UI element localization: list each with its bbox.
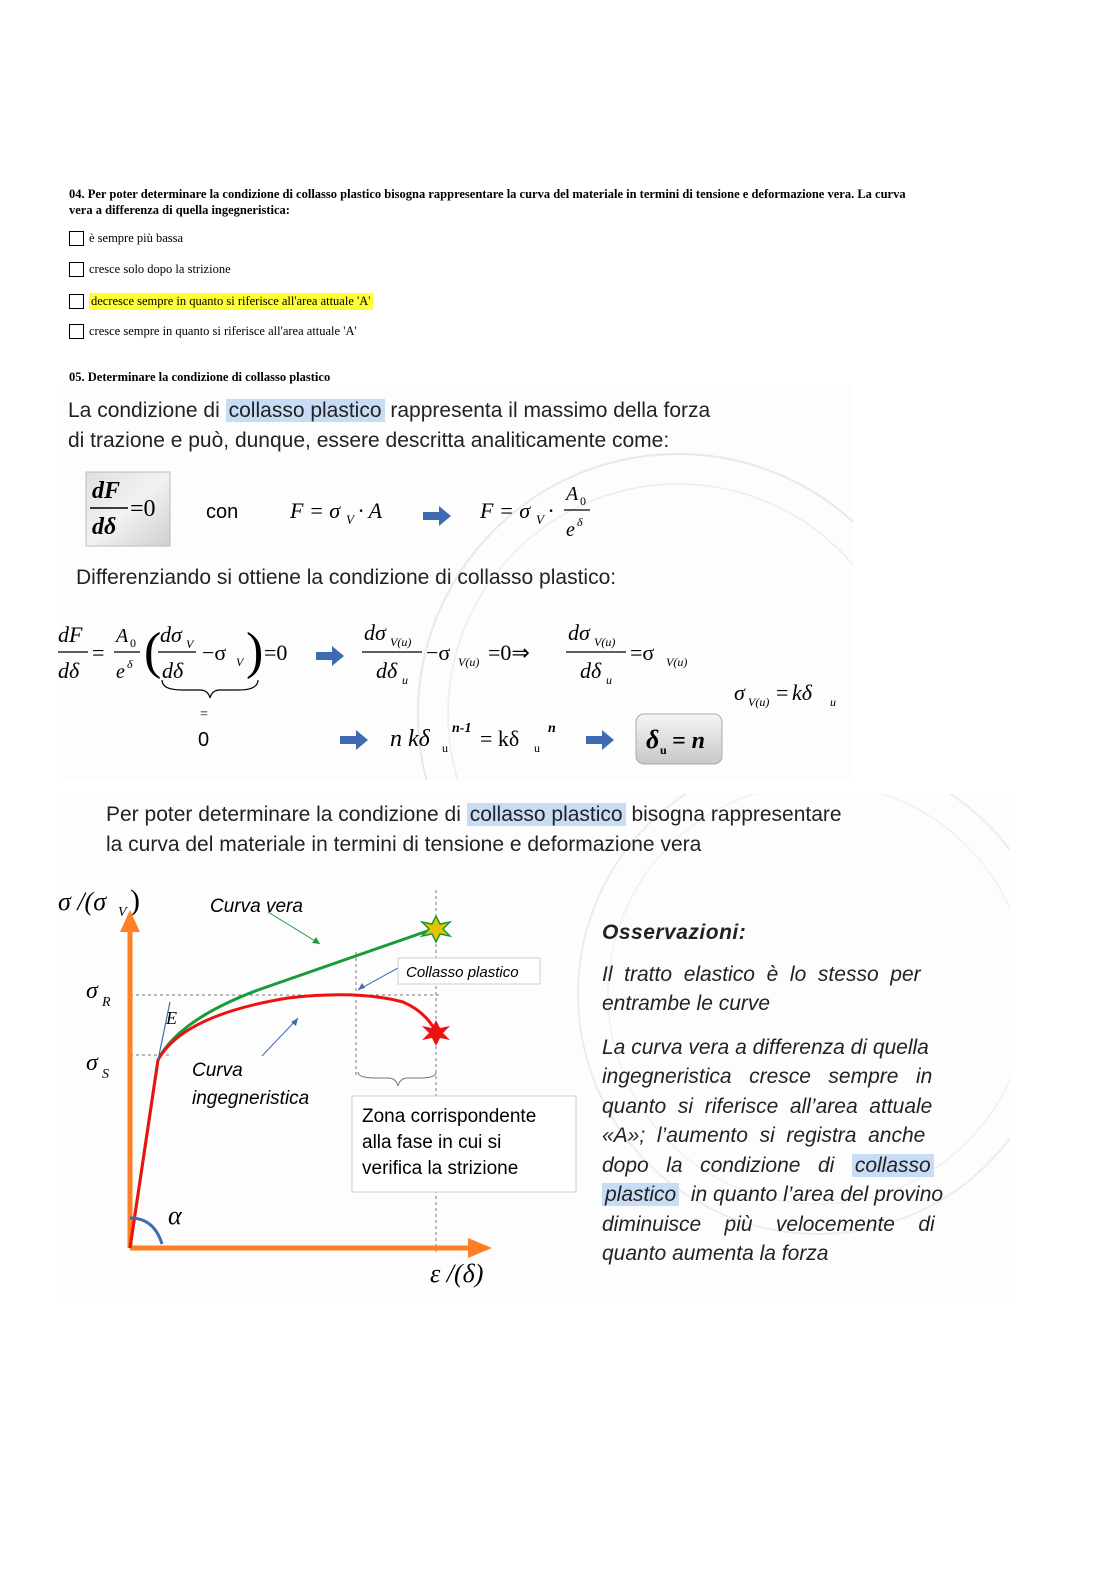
checkbox[interactable] [69,262,84,277]
zona-line-1: Zona corrispondente [362,1106,537,1127]
option-label: è sempre più bassa [89,231,184,245]
svg-text:·: · [548,498,554,523]
q04-option-1[interactable] [69,231,183,246]
label-curva-ing-2: ingegneristica [192,1088,310,1109]
svg-text:S: S [102,1067,109,1082]
svg-text:=0⇒: =0⇒ [488,640,530,665]
svg-text:V(u): V(u) [390,635,412,649]
svg-text:e: e [566,519,575,541]
sigma-r-label: σ [86,978,98,1004]
highlight-collasso: collasso [852,1154,934,1177]
svg-text:dF: dF [58,622,83,647]
q04-title [69,186,1029,218]
obs-p2-line3: quanto si riferisce all’area attuale [602,1094,933,1118]
q04-title-line2: vera a differenza di quella ingegneristica: [69,203,290,217]
svg-text:V: V [236,655,244,669]
formula-row-1 [58,470,853,550]
svg-text:V(u): V(u) [748,695,770,709]
svg-text:· A: · A [358,498,383,523]
svg-text:n kδ: n kδ [390,726,430,752]
svg-text:0: 0 [580,494,586,508]
label-alpha: α [168,1201,182,1230]
svg-text:n: n [548,721,556,736]
slide-formula [58,384,853,780]
svg-text:A: A [116,625,129,647]
text: Per poter determinare la condizione di [106,803,467,826]
label-collasso-plastico: Collasso plastico [406,964,519,981]
obs-p2-line2: ingegneristica cresce sempre in [602,1065,933,1088]
svg-text:dδ: dδ [580,658,602,683]
slide2-line1 [106,800,842,830]
svg-text:V: V [186,637,194,651]
svg-text:): ) [246,623,264,680]
svg-text:F = σ: F = σ [480,498,531,523]
svg-text:= kδ: = kδ [480,726,520,751]
checkbox[interactable] [69,324,84,339]
zona-line-3: verifica la strizione [362,1158,519,1179]
label-curva-vera: Curva vera [210,896,303,917]
svg-text:0: 0 [198,729,210,751]
svg-text:n-1: n-1 [452,721,472,736]
q05-title: 05. Determinare la condizione di collasso plastico [69,370,331,384]
text: rappresenta il massimo della forza [384,399,711,422]
observations-title: Osservazioni: [602,921,747,944]
svg-text:V(u): V(u) [458,655,480,669]
obs-p2-line1: La curva vera a differenza di quella [602,1035,929,1059]
option-label: cresce solo dopo la strizione [89,262,231,276]
option-label-highlighted: decresce sempre in quanto si riferisce all'area attuale 'A' [91,294,371,308]
checkbox[interactable] [69,231,84,246]
stress-strain-diagram [58,880,598,1300]
svg-text:dδ: dδ [376,658,398,683]
q04-option-2[interactable] [69,262,231,277]
q04-title-line1: 04. Per poter determinare la condizione di collasso plastico bisogna rappresentare la curva del materiale in termini di tensione e deformazione vera. La curva [69,187,906,201]
svg-text:u: u [534,741,540,755]
svg-text:F = σ: F = σ [290,498,341,523]
svg-text:V: V [346,512,354,527]
q04-option-4[interactable] [69,324,357,339]
svg-text:V(u): V(u) [594,635,616,649]
svg-text:σ: σ [734,680,745,705]
svg-text:con: con [206,501,239,523]
label-E: E [166,1008,177,1028]
svg-text:−σ: −σ [426,640,451,665]
observations [602,918,1002,1269]
svg-text:=: = [776,680,789,705]
highlight-collasso: collasso plastico [226,399,385,422]
svg-text:dσ: dσ [568,620,590,645]
svg-text:A: A [566,483,579,505]
svg-text:dδ: dδ [92,514,117,540]
y-axis-label: σ /(σ [58,887,107,916]
svg-text:u: u [830,695,836,709]
text: bisogna rappresentare [625,803,842,826]
svg-text:u: u [606,673,612,687]
svg-text:δ: δ [127,657,133,671]
svg-text:u: u [442,741,448,755]
slide1-diff-line: Differenziando si ottiene la condizione di collasso plastico: [76,566,617,589]
svg-text:dσ: dσ [160,622,182,647]
sigma-s-label: σ [86,1050,98,1076]
zona-line-2: alla fase in cui si [362,1132,502,1153]
svg-text:= n: = n [672,728,706,754]
text: dopo la condizione di [602,1153,852,1177]
text: La condizione di [68,399,226,422]
svg-text:dF: dF [92,478,121,504]
highlight-collasso: collasso plastico [467,803,626,826]
svg-text:e: e [116,661,125,683]
x-axis-label: ε /(δ) [430,1259,484,1288]
svg-text:δ: δ [646,725,660,754]
q04-option-3[interactable] [69,293,373,310]
slide1-intro [68,396,710,456]
svg-text:V: V [118,905,127,920]
svg-text:=0: =0 [130,496,156,522]
svg-text:): ) [130,884,140,917]
obs-p2-line4: «A»; l’aumento si registra anche [602,1124,926,1147]
obs-p1-line2: entrambe le curve [602,992,771,1015]
obs-p2-line6 [602,1180,1002,1210]
slide1-line1 [68,396,710,426]
obs-p1-line1: Il tratto elastico è lo stesso per [602,962,921,986]
svg-text:V: V [536,512,544,527]
true-curve-collapse-star [422,916,450,942]
svg-text:δ: δ [577,515,583,529]
slide2-line2: la curva del materiale in termini di tensione e deformazione vera [106,833,702,856]
svg-text:u: u [660,743,667,757]
svg-text:=σ: =σ [630,640,655,665]
svg-text:dδ: dδ [162,658,184,683]
svg-text:0: 0 [130,636,136,650]
slide-graph [58,794,1010,1302]
checkbox[interactable] [69,294,84,309]
svg-text:(: ( [144,623,162,680]
slide1-line2: di trazione e può, dunque, essere descritta analiticamente come: [68,429,670,452]
svg-text:R: R [102,995,111,1010]
obs-p2-line8: quanto aumenta la forza [602,1242,829,1265]
svg-text:dσ: dσ [364,620,386,645]
svg-text:dδ: dδ [58,658,80,683]
svg-text:=0: =0 [264,640,288,665]
svg-text:=: = [200,707,208,722]
svg-text:=: = [92,640,105,665]
svg-text:−σ: −σ [202,640,227,665]
slide2-intro [106,800,842,860]
obs-p2-line5 [602,1151,1002,1181]
option-label: cresce sempre in quanto si riferisce all'area attuale 'A' [89,324,357,338]
obs-p2-line7: diminuisce più velocemente di [602,1212,935,1236]
svg-text:u: u [402,673,408,687]
engineering-curve-collapse-star [422,1020,450,1046]
svg-text:kδ: kδ [792,680,812,705]
svg-text:V(u): V(u) [666,655,688,669]
formula-row-2 [58,614,853,774]
label-curva-ing-1: Curva [192,1060,243,1081]
text: in quanto l’area del provino [679,1183,944,1206]
highlight-plastico: plastico [602,1183,679,1206]
